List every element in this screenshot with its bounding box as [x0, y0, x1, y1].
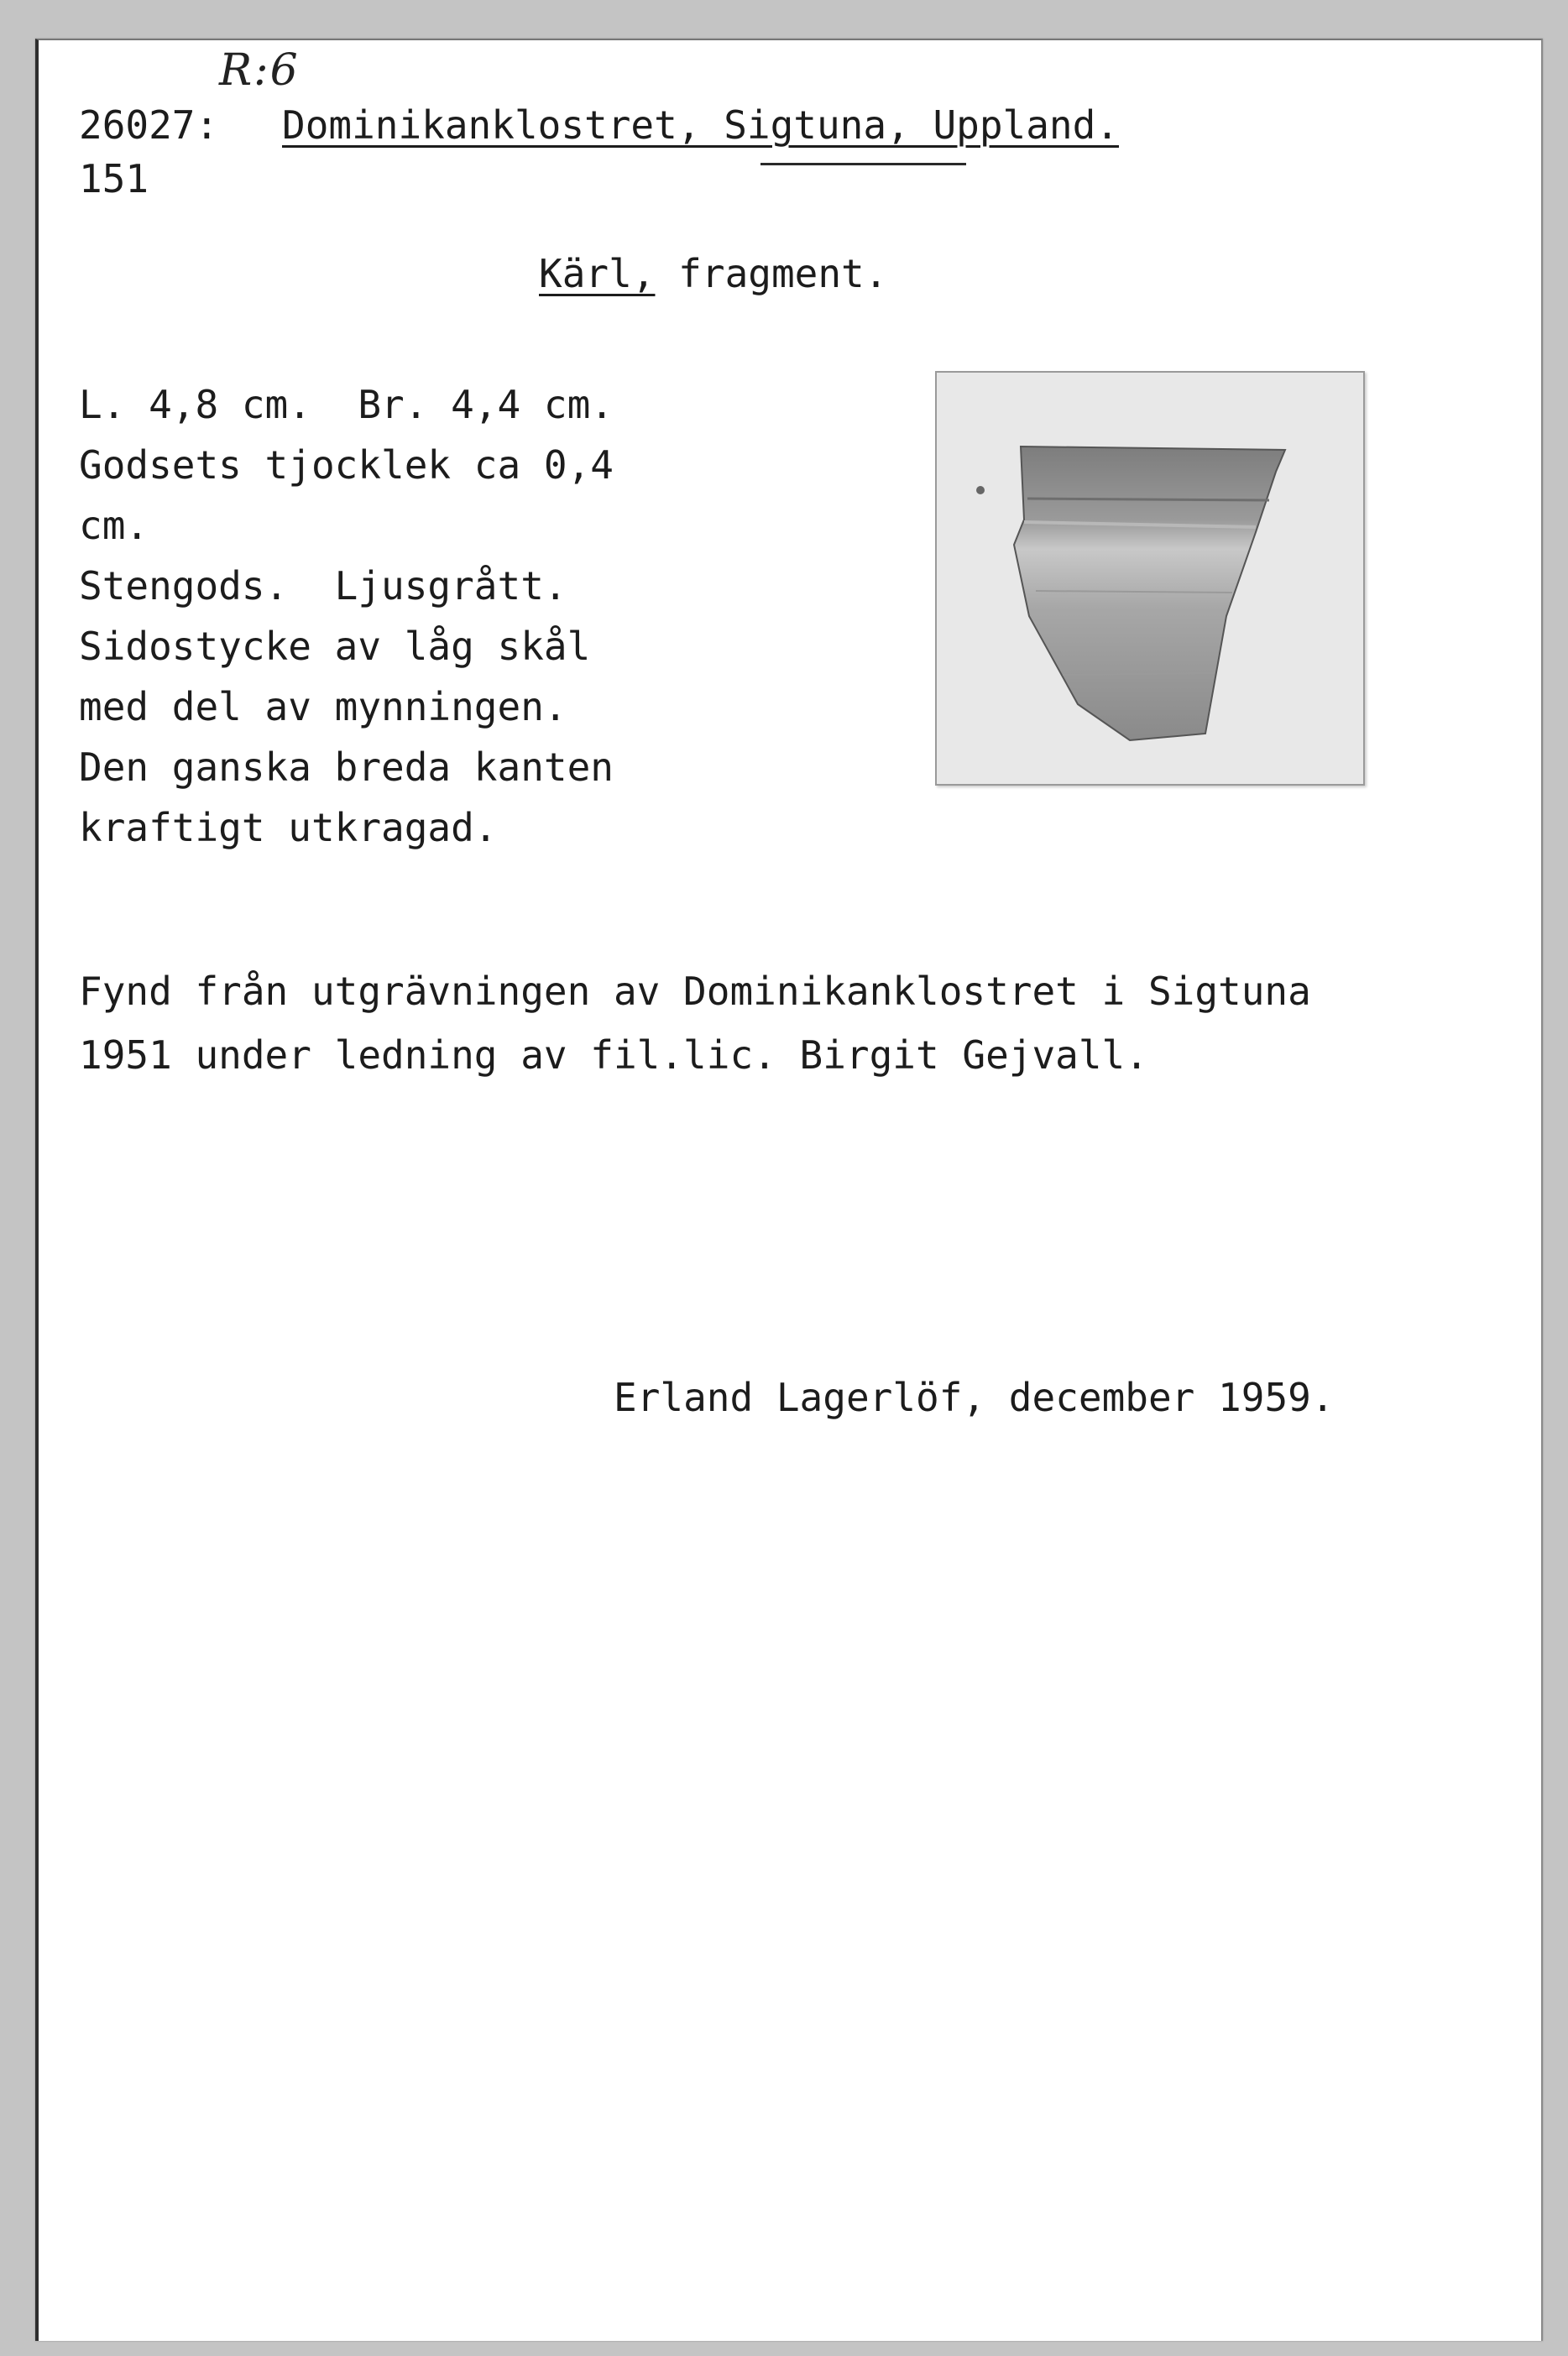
catalog-number: 26027:	[79, 102, 219, 148]
location-heading: Dominikanklostret, Sigtuna, Uppland.	[282, 102, 1119, 148]
sub-number: 151	[79, 156, 149, 201]
description-line: Den ganska breda kanten	[79, 744, 614, 790]
pottery-shard-image	[937, 373, 1363, 784]
object-rest: fragment.	[655, 251, 888, 296]
description-line: Godsets tjocklek ca 0,4	[79, 442, 614, 488]
signature: Erland Lagerlöf, december 1959.	[614, 1375, 1335, 1420]
object-title	[539, 251, 888, 296]
description-line: Stengods. Ljusgrått.	[79, 563, 567, 609]
catalog-card	[35, 39, 1543, 2341]
description-line: L. 4,8 cm. Br. 4,4 cm.	[79, 382, 614, 427]
description-line: cm.	[79, 503, 149, 548]
find-note-line: Fynd från utgrävningen av Dominikanklostret i Sigtuna	[79, 969, 1311, 1014]
description-line: med del av mynningen.	[79, 684, 567, 729]
fragment-photo	[935, 371, 1365, 786]
find-note	[79, 959, 1311, 1087]
description-line: kraftigt utkragad.	[79, 805, 498, 850]
description-line: Sidostycke av låg skål	[79, 624, 591, 669]
object-name: Kärl,	[539, 251, 656, 296]
underline-rule	[760, 163, 966, 165]
description-block	[79, 374, 700, 858]
handwritten-code: R:6	[219, 45, 300, 96]
find-note-line: 1951 under ledning av fil.lic. Birgit Gejvall.	[79, 1032, 1148, 1078]
